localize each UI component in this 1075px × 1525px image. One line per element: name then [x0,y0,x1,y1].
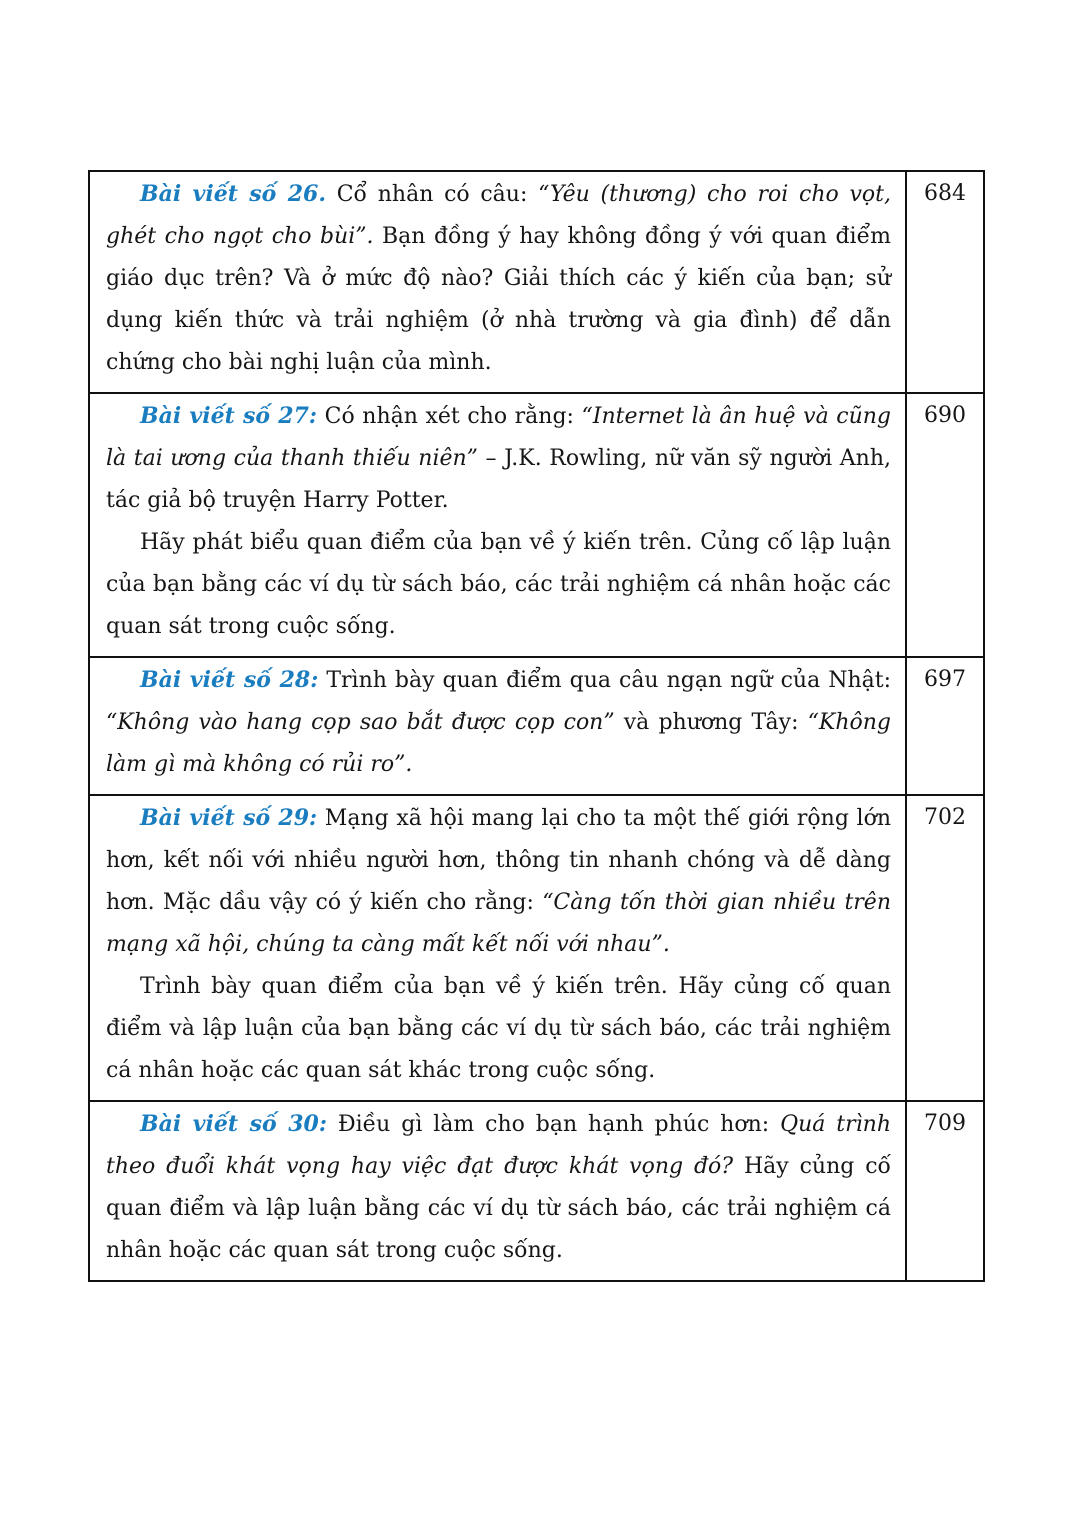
entry-paragraph [106,659,891,786]
page-number: 702 [924,805,966,830]
entry-text-cell [89,795,906,1101]
entry-text: Điều gì làm cho bạn hạnh phúc hơn: [326,1112,781,1137]
entry-text: Có nhận xét cho rằng: [317,404,582,429]
entry-label: Bài viết số 29: [140,805,318,831]
page-number: 690 [924,403,966,428]
entry-label: Bài viết số 28: [140,667,319,693]
entry-text: và phương Tây: [614,710,808,735]
entry-paragraph [106,173,891,384]
quoted-text: “Không vào hang cọp sao bắt được cọp con” [106,710,615,735]
entry-text-cell [89,657,906,795]
page-number: 684 [924,181,966,206]
entry-label: Bài viết số 30: [140,1111,327,1137]
page-number-cell [906,171,984,393]
entry-text-cell [89,171,906,393]
entry-paragraph [106,966,891,1092]
toc-row [89,657,984,795]
toc-row [89,1101,984,1281]
quoted-text: “Không làm gì mà không có rủi ro”. [106,710,891,777]
entry-text: Mạng xã hội mang lại cho ta một thế giới rộng lớn hơn, kết nối với nhiều người hơn, thông tin nhanh chóng và dễ dàng hơn. Mặc dầu vậy có ý kiến cho rằng: [106,806,891,915]
page-number: 709 [924,1111,966,1136]
toc-row [89,171,984,393]
entry-text: Bạn đồng ý hay không đồng ý với quan điểm giáo dục trên? Và ở mức độ nào? Giải thích các ý kiến của bạn; sử dụng kiến thức và trải nghiệm (ở nhà trường và gia đình) để dẫn chứng cho bài nghị luận của mình. [106,224,891,375]
toc-table [88,170,985,1282]
entry-text-cell [89,393,906,657]
toc-row [89,393,984,657]
page-number-cell [906,393,984,657]
entry-paragraph [106,395,891,522]
page-number-cell [906,657,984,795]
quoted-text: “Yêu (thương) cho roi cho vọt, ghét cho ngọt cho bùi”. [106,182,891,249]
entry-label: Bài viết số 27: [140,403,318,429]
entry-text: – J.K. Rowling, nữ văn sỹ người Anh, tác giả bộ truyện Harry Potter. [106,446,891,513]
entry-text: Trình bày quan điểm của bạn về ý kiến trên. Hãy củng cố quan điểm và lập luận của bạn bằng các ví dụ từ sách báo, các trải nghiệm cá nhân hoặc các quan sát khác trong cuộc sống. [106,974,891,1083]
quoted-text: “Internet là ân huệ và cũng là tai ương của thanh thiếu niên” [106,404,892,471]
quoted-text: “Càng tốn thời gian nhiều trên mạng xã hội, chúng ta càng mất kết nối với nhau”. [106,890,891,957]
page-number-cell [906,795,984,1101]
entry-label: Bài viết số 26. [140,181,326,207]
entry-paragraph [106,1103,891,1272]
entry-text: Hãy củng cố quan điểm và lập luận bằng các ví dụ từ sách báo, các trải nghiệm cá nhân hoặc các quan sát trong cuộc sống. [106,1154,891,1263]
page-number-cell [906,1101,984,1281]
page-number: 697 [924,667,966,692]
entry-text: Cổ nhân có câu: [326,182,539,207]
quoted-text: Quá trình theo đuổi khát vọng hay việc đạt được khát vọng đó? [106,1112,892,1179]
entry-text-cell [89,1101,906,1281]
entry-paragraph [106,797,891,966]
toc-body [89,171,984,1281]
entry-paragraph [106,522,891,648]
entry-text: Trình bày quan điểm qua câu ngạn ngữ của Nhật: [318,668,891,693]
toc-row [89,795,984,1101]
entry-text: Hãy phát biểu quan điểm của bạn về ý kiến trên. Củng cố lập luận của bạn bằng các ví dụ từ sách báo, các trải nghiệm cá nhân hoặc các quan sát trong cuộc sống. [106,530,891,639]
